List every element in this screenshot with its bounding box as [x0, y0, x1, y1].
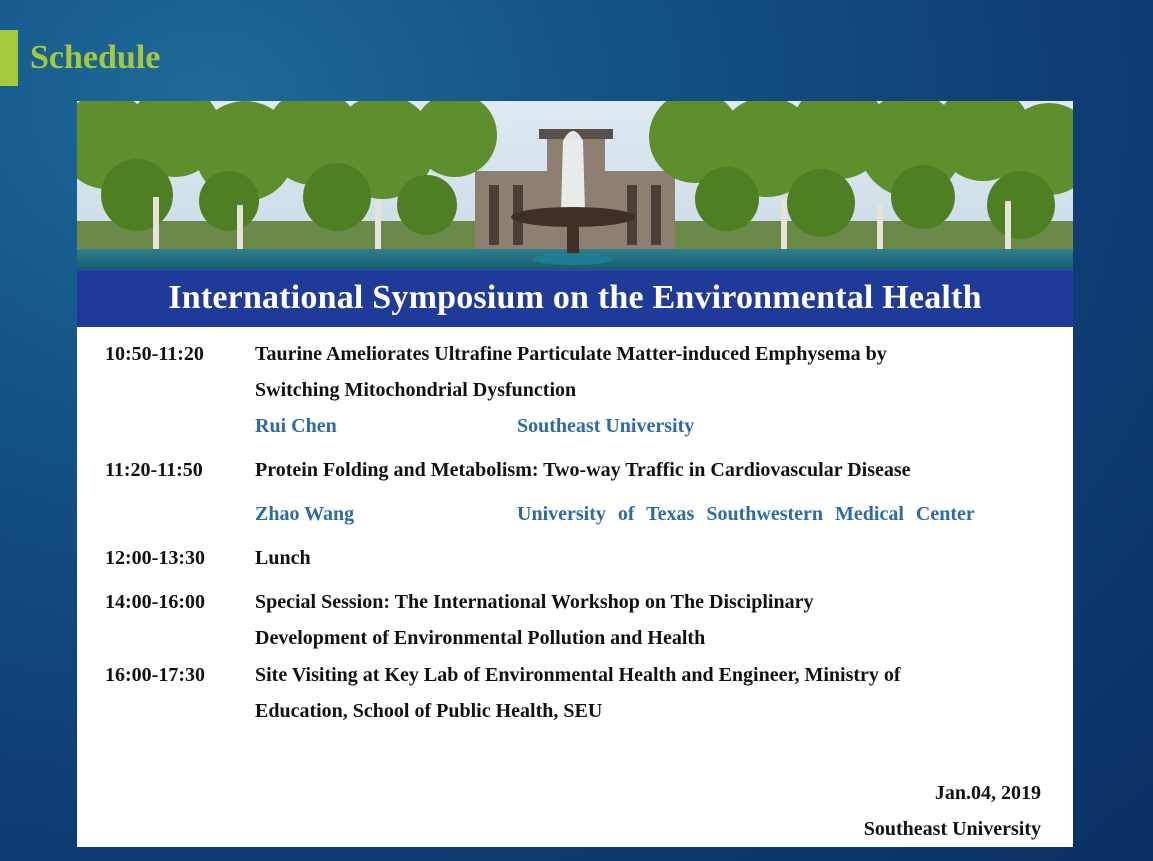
session-time: 12:00-13:30: [105, 547, 205, 569]
speaker-affiliation: Southeast University: [517, 415, 695, 437]
slide-title: Schedule: [30, 39, 161, 76]
speaker-name: Zhao Wang: [255, 503, 355, 525]
session-title-line: Education, School of Public Health, SEU: [255, 700, 603, 722]
host-organization: Southeast University: [863, 818, 1041, 840]
session-time: 16:00-17:30: [105, 664, 205, 686]
schedule-card: [77, 101, 1073, 847]
session-title-line: Development of Environmental Pollution and Health: [255, 627, 706, 649]
session-title-line: Protein Folding and Metabolism: Two-way Traffic in Cardiovascular Disease: [255, 459, 911, 481]
campus-banner-image: [77, 101, 1073, 269]
session-title-line: Special Session: The International Workshop on The Disciplinary: [255, 591, 814, 613]
session-title-line: Switching Mitochondrial Dysfunction: [255, 379, 577, 401]
event-date: Jan.04, 2019: [934, 782, 1041, 804]
session-title-line: Site Visiting at Key Lab of Environmental Health and Engineer, Ministry of: [255, 664, 901, 686]
session-time: 14:00-16:00: [105, 591, 205, 613]
banner-title-band: [77, 269, 1073, 327]
speaker-name: Rui Chen: [255, 415, 337, 437]
session-title-line: Taurine Ameliorates Ultrafine Particulate Matter-induced Emphysema by: [255, 343, 887, 365]
session-time: 11:20-11:50: [105, 459, 203, 481]
title-accent-bar: [0, 30, 18, 86]
speaker-affiliation: University of Texas Southwestern Medical Center: [517, 503, 975, 525]
banner-title: International Symposium on the Environmental Health: [168, 279, 982, 316]
session-title-line: Lunch: [255, 547, 311, 569]
session-time: 10:50-11:20: [105, 343, 204, 365]
